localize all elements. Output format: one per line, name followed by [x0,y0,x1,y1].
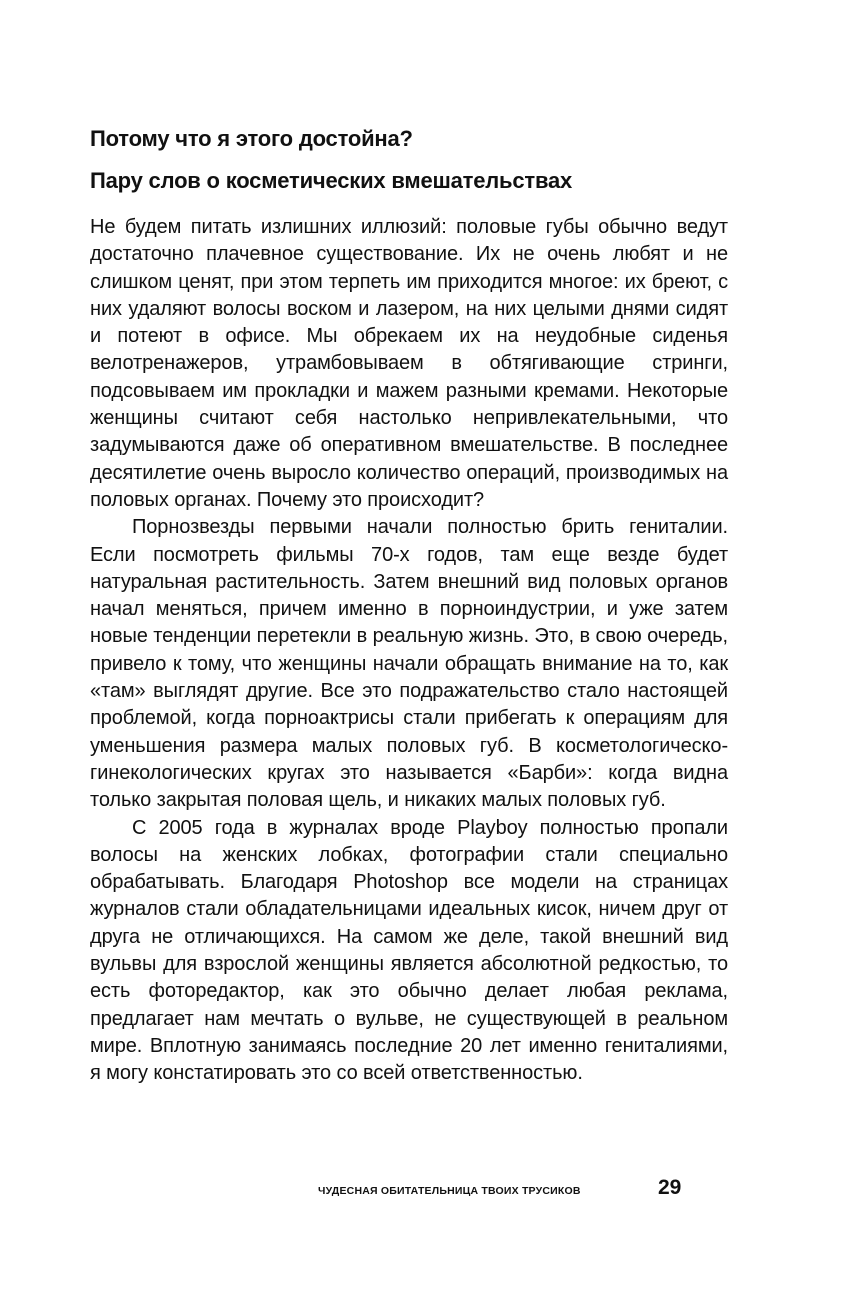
page-footer [0,1176,844,1206]
page-body [90,118,728,1088]
heading-line-2: Пару слов о косметических вмешательствах [90,168,573,193]
paragraph-2: Порнозвезды первыми начали полностью брить гениталии. Если посмотреть фильмы 70-х годов, там еще везде будет натуральная растительность. Затем внешний вид половых органов начал меняться, причем именно в порноиндустрии, и уже затем новые тенденции перетекли в реальную жизнь. Это, в свою очередь, привело к тому, что женщины начали обращать внимание на то, как «там» выглядят другие. Все это подражательство стало настоящей проблемой, когда порноактрисы стали прибегать к операциям для уменьшения размера малых половых губ. В косметологическо-гинекологических кругах это называется «Барби»: когда видна только закрытая половая щель, и никаких малых половых губ. [90,516,728,812]
running-title: ЧУДЕСНАЯ ОБИТАТЕЛЬНИЦА ТВОИХ ТРУСИКОВ [318,1185,581,1197]
heading-line-1: Потому что я этого достойна? [90,126,413,151]
page-number: 29 [658,1176,682,1199]
paragraph-1: Не будем питать излишних иллюзий: половые губы обычно ведут достаточно плачевное существование. Их не очень любят и не слишком ценят, при этом терпеть им приходится многое: их бреют, с них удаляют волосы воском и лазером, на них целыми днями сидят и потеют в офисе. Мы обрекаем их на неудобные сиденья велотренажеров, утрамбовываем в обтягивающие стринги, подсовываем им прокладки и мажем разными кремами. Некоторые женщины считают себя настолько непривлекательными, что задумываются даже об оперативном вмешательстве. В последнее десятилетие очень выросло количество операций, производимых на половых органах. Почему это происходит? [90,216,728,511]
paragraph-3: С 2005 года в журналах вроде Playboy полностью пропали волосы на женских лобках, фотографии стали специально обрабатывать. Благодаря Photoshop все модели на страницах журналов стали обладательницами идеальных кисок, ничем друг от друга не отличающихся. На самом же деле, такой внешний вид вульвы для взрослой женщины является абсолютной редкостью, то есть фоторедактор, как это обычно делает любая реклама, предлагает нам мечтать о вульве, не существующей в реальном мире. Вплотную занимаясь последние 20 лет именно гениталиями, я могу констатировать это со всей ответственностью. [90,816,728,1085]
section-heading [90,118,728,202]
